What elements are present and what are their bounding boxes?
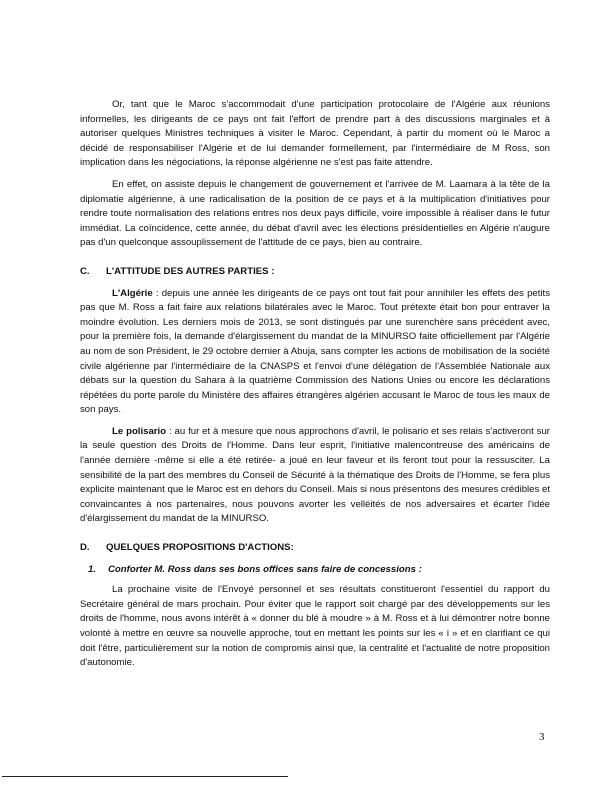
section-c-heading	[80, 265, 550, 280]
section-d-heading	[80, 541, 550, 556]
footnote-separator	[2, 776, 288, 777]
paragraph-ross-visit: La prochaine visite de l'Envoyé personnel et ses résultats constitueront l'essentiel du rapport du Secrétaire général de mars prochain. Pour éviter que le rapport soit chargé par des développements sur les droits de l'homme, nous avons intérêt à « donner du blé à moudre » à M. Ross et à lui démontrer notre bonne volonté à mettre en œuvre sa nouvelle approche, tout en mettant les points sur les « i » et en clarifiant ce qui doit l'être, particulièrement sur la notion de compromis ainsi que, la centralité et l'actualité de notre proposition d'autonomie.	[80, 584, 550, 669]
item-1-number: 1.	[88, 563, 97, 575]
algerie-text: : depuis une année les dirigeants de ce pays ont tout fait pour annihiler les effets des petits pas que M. Ross a fait faire aux relations bilatérales avec le Maroc. Tout prétexte était bon pour entraver la moindre évolution. Les derniers mois de 2013, se sont distingués par une surenchère sans précédent avec, pour la première fois, la demande d'élargissement du mandat de la MINURSO faite officiellement par l'Algérie au nom de son Président, le 29 octobre dernier à Abuja, sans compter les actions de mobilisation de la société civile algérienne par l'intermédiaire de la CNASPS et l'envoi d'une délégation de l'Assemblée Nationale aux débats sur la question du Sahara à la quatrième Commission des Nations Unies ou encore les déclarations répétées du porte parole du Ministère des affaires étrangères algérien accusant le Maroc de tous les maux de son pays.	[80, 287, 550, 416]
section-d-letter: D.	[80, 542, 90, 554]
section-d-title: QUELQUES PROPOSITIONS D'ACTIONS:	[106, 542, 294, 554]
item-1-heading	[80, 563, 550, 578]
paragraph-protocol: Or, tant que le Maroc s'accommodait d'une participation protocolaire de l'Algérie aux réunions informelles, les dirigeants de ce pays ont fait l'effort de prendre part à des discussions marginales et à autoriser quelques Ministres techniques à visiter le Maroc. Cependant, à partir du moment où le Maroc a décidé de responsabiliser l'Algérie et de lui demander formellement, par l'intermédiaire de M Ross, son implication dans les négociations, la réponse algérienne ne s'est pas faite attendre.	[80, 99, 550, 169]
paragraph-radicalisation: En effet, on assiste depuis le changement de gouvernement et l'arrivée de M. Laamara à la tête de la diplomatie algérienne, à une radicalisation de la position de ce pays et à la multiplication d'initiatives pour rendre toute normalisation des relations entres nos deux pays difficile, voire impossible à réaliser dans le futur immédiat. La coïncidence, cette année, du débat d'avril avec les élections présidentielles en Algérie n'augure pas d'un quelconque assouplissement de l'attitude de ce pays, bien au contraire.	[80, 178, 550, 249]
section-c-title: L'ATTITUDE DES AUTRES PARTIES :	[106, 265, 275, 277]
document-body	[80, 98, 550, 671]
section-c-letter: C.	[80, 265, 90, 277]
item-1-title: Conforter M. Ross dans ses bons offices sans faire de concessions :	[108, 563, 422, 575]
paragraph-algerie	[80, 287, 550, 418]
polisario-label: Le polisario	[112, 425, 167, 437]
paragraph-polisario	[80, 425, 550, 527]
page-number: 3	[539, 731, 545, 743]
algerie-label: L'Algérie	[112, 287, 153, 299]
polisario-text: : au fur et à mesure que nous approchons d'avril, le polisario et ses relais s'activeront sur la seule question des Droits de l'Homme. Dans leur esprit, l'initiative malencontreuse des américains de l'année dernière -même si elle a été retirée- a joué en leur faveur et ils feront tout pour la ressusciter. La sensibilité de la part des membres du Conseil de Sécurité à la thématique des Droits de l'Homme, se fera plus explicite maintenant que le Maroc est en dehors du Conseil. Mais si nous présentons des mesures crédibles et convaincantes à nos partenaires, nous pouvons avorter les velléités de nos adversaires et écarter l'idée d'élargissement du mandat de la MINURSO.	[80, 425, 550, 525]
